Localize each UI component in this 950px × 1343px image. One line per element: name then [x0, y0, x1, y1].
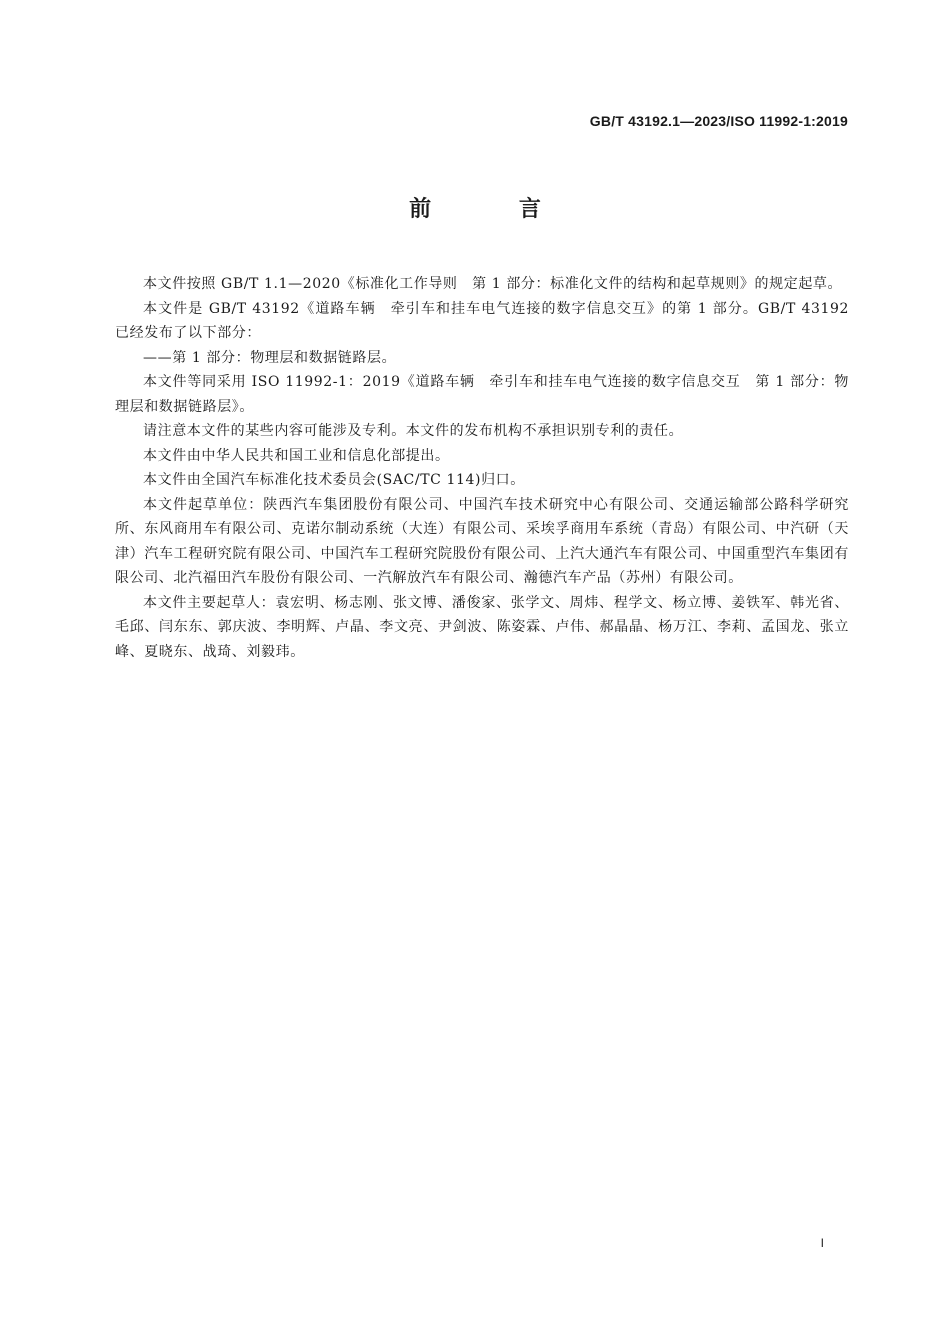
page-number: I [820, 1236, 824, 1250]
paragraph-drafters: 本文件主要起草人：袁宏明、杨志刚、张文博、潘俊家、张学文、周炜、程学文、杨立博、姜铁军、韩光省、毛邱、闫东东、郭庆波、李明辉、卢晶、李文亮、尹剑波、陈姿霖、卢伟、郝晶晶、杨万江、李莉、孟国龙、张立峰、夏晓东、战琦、刘毅玮。 [115, 594, 849, 660]
paragraph-series-parts: 本文件是 GB/T 43192《道路车辆 牵引车和挂车电气连接的数字信息交互》的第 1 部分。GB/T 43192 已经发布了以下部分： [115, 300, 849, 341]
standard-code: GB/T 43192.1—2023/ISO 11992-1:2019 [589, 113, 848, 129]
paragraph-proposer: 本文件由中华人民共和国工业和信息化部提出。 [143, 447, 450, 464]
foreword-body [115, 272, 849, 664]
page-title: 前 言 [409, 197, 581, 222]
list-item-part-1: ——第 1 部分：物理层和数据链路层。 [143, 349, 397, 366]
paragraph-technical-committee: 本文件由全国汽车标准化技术委员会(SAC/TC 114)归口。 [143, 472, 525, 488]
paragraph-drafting-rules: 本文件按照 GB/T 1.1—2020《标准化工作导则 第 1 部分：标准化文件的结构和起草规则》的规定起草。 [143, 276, 843, 292]
paragraph-iso-adoption: 本文件等同采用 ISO 11992-1：2019《道路车辆 牵引车和挂车电气连接的数字信息交互 第 1 部分：物理层和数据链路层》。 [115, 374, 849, 415]
paragraph-patent-notice: 请注意本文件的某些内容可能涉及专利。本文件的发布机构不承担识别专利的责任。 [143, 423, 684, 439]
paragraph-drafting-organizations: 本文件起草单位：陕西汽车集团股份有限公司、中国汽车技术研究中心有限公司、交通运输部公路科学研究所、东风商用车有限公司、克诺尔制动系统（大连）有限公司、采埃孚商用车系统（青岛）有限公司、中汽研（天津）汽车工程研究院有限公司、中国汽车工程研究院股份有限公司、上汽大通汽车有限公司、中国重型汽车集团有限公司、北汽福田汽车股份有限公司、一汽解放汽车有限公司、瀚德汽车产品（苏州）有限公司。 [115, 496, 849, 586]
